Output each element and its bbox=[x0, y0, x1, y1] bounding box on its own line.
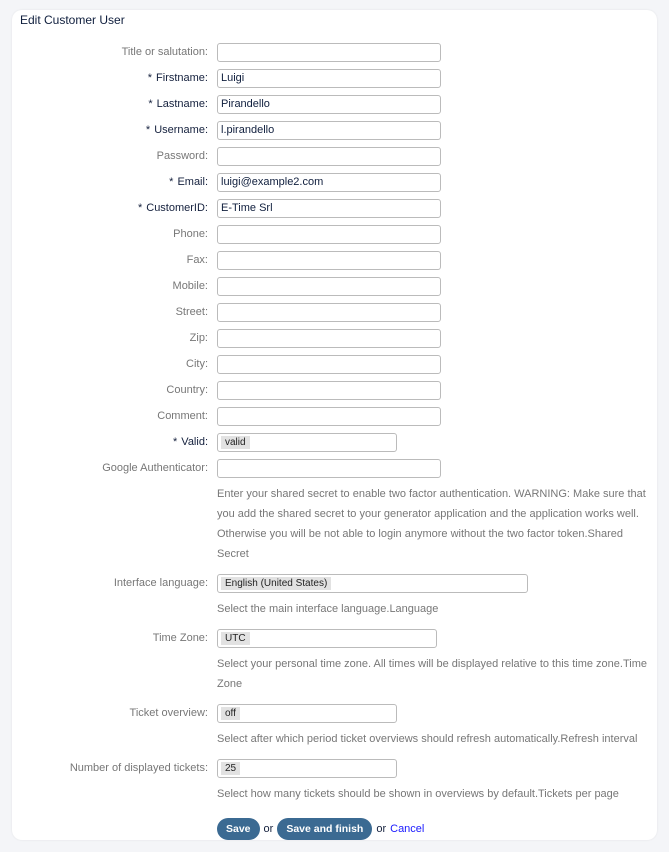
zip-label bbox=[12, 332, 217, 344]
email-value: luigi@example2.com bbox=[221, 176, 324, 188]
save-button[interactable]: Save bbox=[217, 818, 260, 840]
lastname-input[interactable] bbox=[217, 95, 441, 114]
number-of-displayed-tickets-select[interactable] bbox=[217, 759, 397, 778]
firstname-label bbox=[12, 72, 217, 84]
title-or-salutation-label-text: Title or salutation: bbox=[121, 46, 208, 58]
number-of-displayed-tickets-label-text: Number of displayed tickets: bbox=[69, 762, 208, 774]
field-row-city bbox=[12, 351, 657, 377]
number-of-displayed-tickets-label bbox=[12, 762, 217, 774]
panel-title: Edit Customer User bbox=[20, 13, 125, 27]
city-input[interactable] bbox=[217, 355, 441, 374]
edit-customer-user-panel bbox=[12, 10, 657, 840]
number-of-displayed-tickets-value: 25 bbox=[221, 762, 240, 775]
field-row-phone bbox=[12, 221, 657, 247]
street-label-text: Street: bbox=[175, 306, 208, 318]
ticket-overview-help-text: Select after which period ticket overviews should refresh automatically.Refresh interval bbox=[217, 733, 638, 745]
comment-input[interactable] bbox=[217, 407, 441, 426]
phone-label bbox=[12, 228, 217, 240]
or-text: or bbox=[376, 823, 387, 835]
ticket-overview-value: off bbox=[221, 707, 240, 720]
city-label-text: City: bbox=[186, 358, 208, 370]
fax-input[interactable] bbox=[217, 251, 441, 270]
username-value: l.pirandello bbox=[221, 124, 275, 136]
field-row-time-zone bbox=[12, 625, 657, 651]
lastname-label-text: Lastname: bbox=[156, 98, 208, 110]
valid-label bbox=[12, 436, 217, 448]
interface-language-help-text: Select the main interface language.Language bbox=[217, 603, 439, 615]
firstname-label-text: Firstname: bbox=[156, 72, 208, 84]
time-zone-value: UTC bbox=[221, 632, 250, 645]
time-zone-label-text: Time Zone: bbox=[152, 632, 208, 644]
form-fields bbox=[12, 39, 657, 804]
interface-language-label bbox=[12, 577, 217, 589]
field-row-google-authenticator bbox=[12, 455, 657, 481]
mobile-label-text: Mobile: bbox=[172, 280, 208, 292]
lastname-label bbox=[12, 98, 217, 110]
google-authenticator-label-text: Google Authenticator: bbox=[102, 462, 208, 474]
google-authenticator-help-text: Enter your shared secret to enable two factor authentication. WARNING: Make sure that you add the shared secret to your generator application and the application works well. Otherwise you will be not able to login anymore without the two factor token.Shared Secret bbox=[217, 488, 646, 560]
city-label bbox=[12, 358, 217, 370]
password-input[interactable] bbox=[217, 147, 441, 166]
comment-label bbox=[12, 410, 217, 422]
ticket-overview-select[interactable] bbox=[217, 704, 397, 723]
fax-label-text: Fax: bbox=[186, 254, 208, 266]
google-authenticator-input[interactable] bbox=[217, 459, 441, 478]
field-row-email bbox=[12, 169, 657, 195]
field-row-country bbox=[12, 377, 657, 403]
phone-label-text: Phone: bbox=[173, 228, 208, 240]
field-row-username bbox=[12, 117, 657, 143]
required-marker: * bbox=[137, 202, 143, 214]
field-row-ticket-overview bbox=[12, 700, 657, 726]
email-label-text: Email: bbox=[177, 176, 208, 188]
customer-user-form bbox=[12, 39, 657, 840]
country-label-text: Country: bbox=[166, 384, 208, 396]
interface-language-label-text: Interface language: bbox=[113, 577, 208, 589]
title-or-salutation-input[interactable] bbox=[217, 43, 441, 62]
customerid-label-text: CustomerID: bbox=[146, 202, 208, 214]
email-input[interactable] bbox=[217, 173, 441, 192]
field-row-number-of-displayed-tickets bbox=[12, 755, 657, 781]
interface-language-value: English (United States) bbox=[221, 577, 331, 590]
password-label-text: Password: bbox=[156, 150, 208, 162]
field-row-interface-language bbox=[12, 570, 657, 596]
field-row-fax bbox=[12, 247, 657, 273]
password-label bbox=[12, 150, 217, 162]
street-label bbox=[12, 306, 217, 318]
phone-input[interactable] bbox=[217, 225, 441, 244]
title-or-salutation-label bbox=[12, 46, 217, 58]
google-authenticator-label bbox=[12, 462, 217, 474]
ticket-overview-label-text: Ticket overview: bbox=[129, 707, 208, 719]
time-zone-label bbox=[12, 632, 217, 644]
username-label-text: Username: bbox=[154, 124, 208, 136]
firstname-value: Luigi bbox=[221, 72, 245, 84]
comment-label-text: Comment: bbox=[157, 410, 208, 422]
username-label bbox=[12, 124, 217, 136]
time-zone-select[interactable] bbox=[217, 629, 437, 648]
username-input[interactable] bbox=[217, 121, 441, 140]
street-input[interactable] bbox=[217, 303, 441, 322]
customerid-input[interactable] bbox=[217, 199, 441, 218]
field-row-mobile bbox=[12, 273, 657, 299]
fax-label bbox=[12, 254, 217, 266]
cancel-link[interactable]: Cancel bbox=[390, 823, 425, 835]
field-row-valid bbox=[12, 429, 657, 455]
required-marker: * bbox=[173, 436, 178, 448]
number-of-displayed-tickets-help-text: Select how many tickets should be shown in overviews by default.Tickets per page bbox=[217, 788, 619, 800]
zip-input[interactable] bbox=[217, 329, 441, 348]
required-marker: * bbox=[147, 72, 153, 84]
country-input[interactable] bbox=[217, 381, 441, 400]
interface-language-select[interactable] bbox=[217, 574, 528, 593]
customerid-value: E-Time Srl bbox=[221, 202, 273, 214]
time-zone-help-text: Select your personal time zone. All times will be displayed relative to this time zone.Time Zone bbox=[217, 658, 648, 690]
email-label bbox=[12, 176, 217, 188]
valid-value: valid bbox=[221, 436, 250, 449]
required-marker: * bbox=[145, 124, 151, 136]
required-marker: * bbox=[169, 176, 174, 188]
valid-label-text: Valid: bbox=[181, 436, 208, 448]
required-marker: * bbox=[148, 98, 153, 110]
field-row-zip bbox=[12, 325, 657, 351]
ticket-overview-label bbox=[12, 707, 217, 719]
field-row-password bbox=[12, 143, 657, 169]
field-row-street bbox=[12, 299, 657, 325]
or-text: or bbox=[263, 823, 274, 835]
mobile-label bbox=[12, 280, 217, 292]
field-row-firstname bbox=[12, 65, 657, 91]
save-and-finish-button[interactable]: Save and finish bbox=[277, 818, 372, 840]
zip-label-text: Zip: bbox=[189, 332, 208, 344]
mobile-input[interactable] bbox=[217, 277, 441, 296]
customerid-label bbox=[12, 202, 217, 214]
field-row-lastname bbox=[12, 91, 657, 117]
lastname-value: Pirandello bbox=[221, 98, 270, 110]
firstname-input[interactable] bbox=[217, 69, 441, 88]
country-label bbox=[12, 384, 217, 396]
valid-select[interactable] bbox=[217, 433, 397, 452]
field-row-comment bbox=[12, 403, 657, 429]
form-actions bbox=[217, 818, 657, 840]
field-row-title-or-salutation bbox=[12, 39, 657, 65]
field-row-customerid bbox=[12, 195, 657, 221]
